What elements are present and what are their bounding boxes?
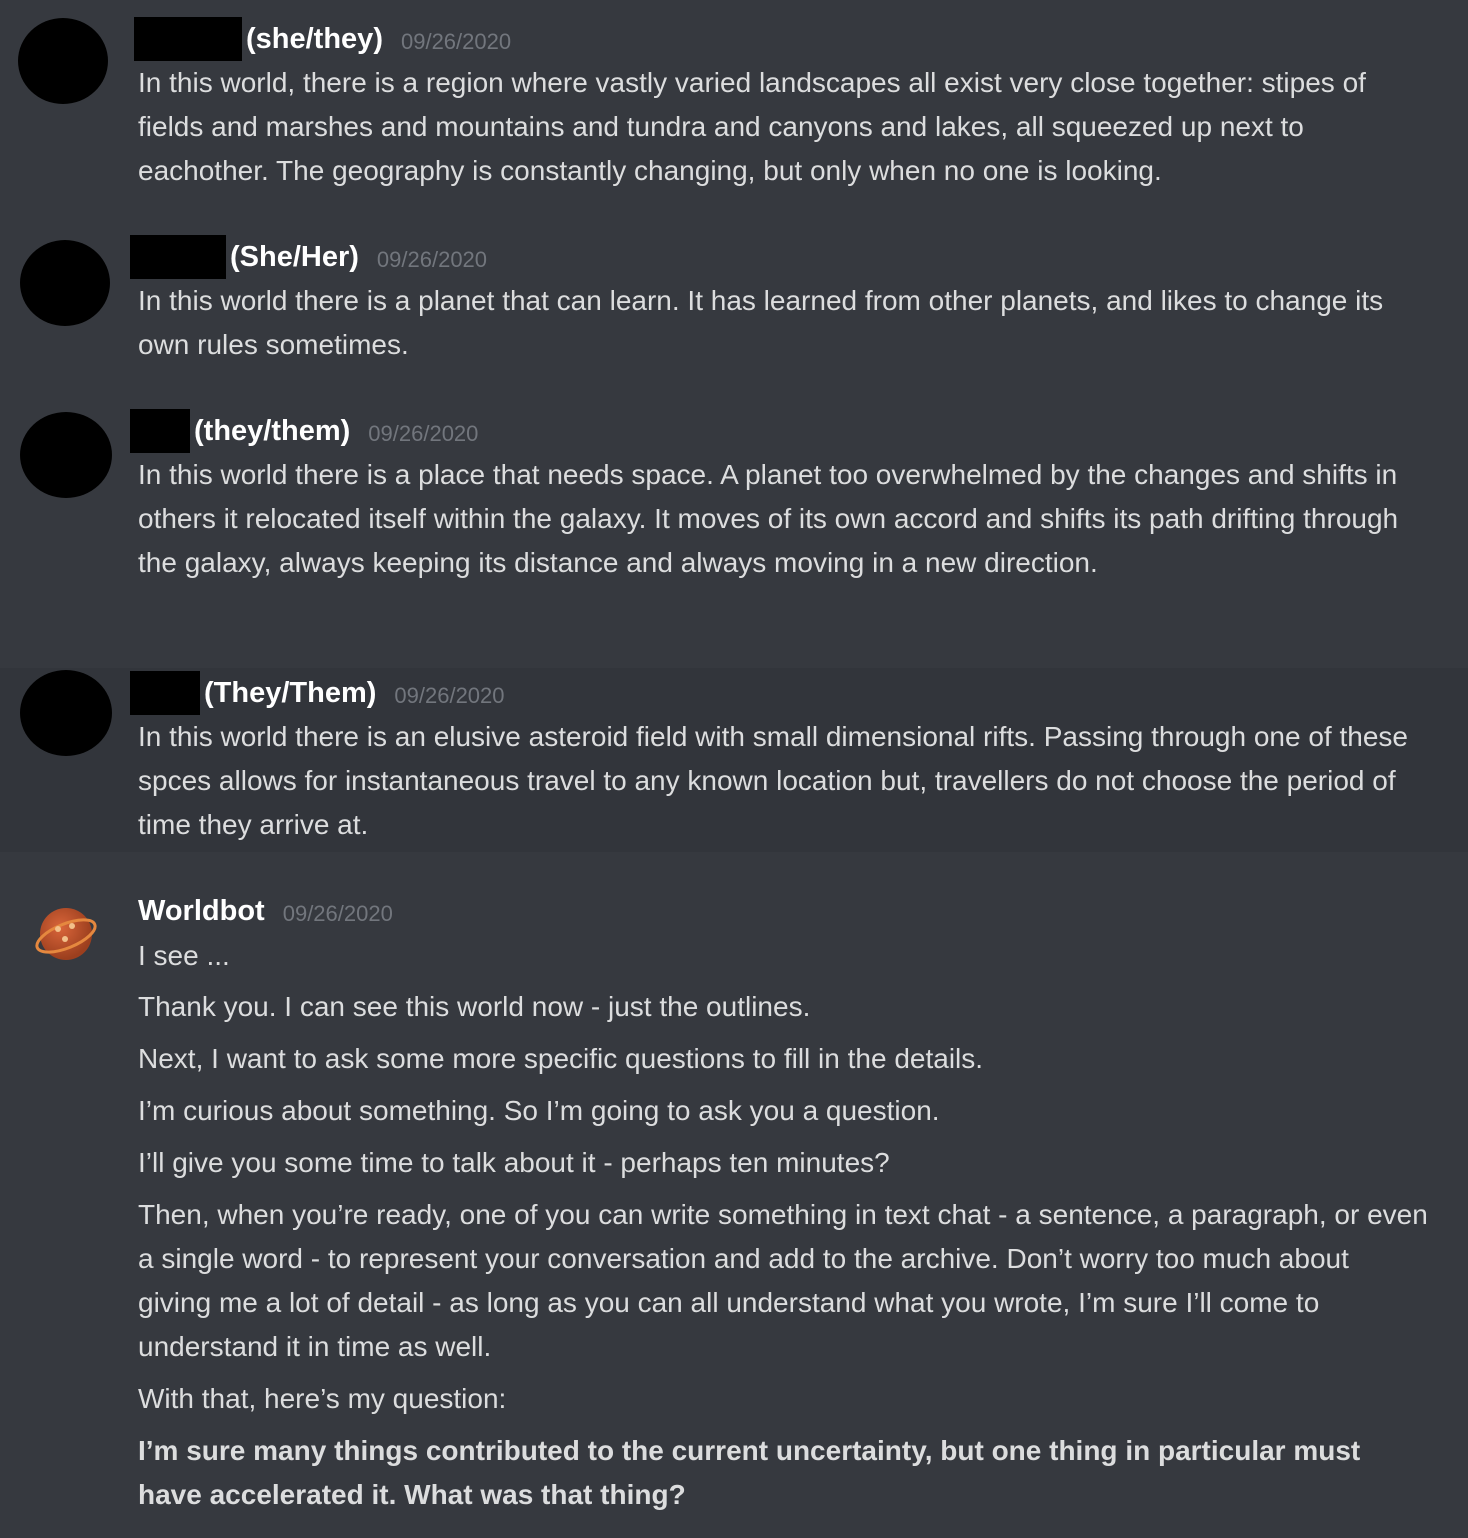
- message-content: In this world there is a planet that can learn. It has learned from other planets, and likes to change its own rules sometimes.: [138, 285, 1384, 360]
- avatar[interactable]: [18, 18, 108, 104]
- message-item: [0, 390, 1468, 668]
- message-header: [130, 235, 487, 279]
- redacted-username: [134, 17, 242, 61]
- bot-line: I see ...: [138, 940, 230, 971]
- author-name[interactable]: (they/them): [194, 414, 351, 447]
- bot-question: I’m sure many things contributed to the current uncertainty, but one thing in particular must have accelerated it. What was that thing?: [138, 1435, 1361, 1510]
- message-header: [134, 17, 511, 61]
- bot-line: I’ll give you some time to talk about it - perhaps ten minutes?: [138, 1147, 890, 1178]
- author-name[interactable]: (she/they): [246, 22, 383, 55]
- message-timestamp: 09/26/2020: [282, 901, 393, 926]
- avatar[interactable]: [20, 240, 110, 326]
- bot-line: Next, I want to ask some more specific questions to fill in the details.: [138, 1043, 984, 1074]
- message-item-hovered: [0, 668, 1468, 852]
- author-name[interactable]: (She/Her): [230, 240, 359, 273]
- avatar[interactable]: [20, 670, 112, 756]
- message-timestamp: 09/26/2020: [394, 683, 505, 708]
- author-name[interactable]: (They/Them): [204, 676, 377, 709]
- message-header: [130, 409, 478, 453]
- avatar[interactable]: [20, 412, 112, 498]
- message-timestamp: 09/26/2020: [368, 421, 479, 446]
- message-item: [0, 0, 1468, 210]
- bot-message-header: [138, 889, 393, 933]
- bot-line: Thank you. I can see this world now - just the outlines.: [138, 991, 811, 1022]
- message-content: In this world there is a place that needs space. A planet too overwhelmed by the changes and shifts in others it relocated itself within the galaxy. It moves of its own accord and shifts its path drifting through the galaxy, always keeping its distance and always moving in a new direction.: [138, 459, 1399, 578]
- message-header: [130, 671, 505, 715]
- bot-line: I’m curious about something. So I’m going to ask you a question.: [138, 1095, 940, 1126]
- bot-line: With that, here’s my question:: [138, 1383, 507, 1414]
- message-content: In this world, there is a region where vastly varied landscapes all exist very close together: stipes of fields and marshes and mountains and tundra and canyons and lakes, all squeezed up next to eachother. The geography is constantly changing, but only when no one is looking.: [138, 67, 1366, 186]
- message-item: [0, 210, 1468, 390]
- redacted-username: [130, 409, 190, 453]
- bot-paragraph: Then, when you’re ready, one of you can write something in text chat - a sentence, a paragraph, or even a single word - to represent your conversation and add to the archive. Don’t worry too much about giving me a lot of detail - as long as you can all understand what you wrote, I’m sure I’ll come to understand it in time as well.: [138, 1199, 1428, 1362]
- message-content: In this world there is an elusive asteroid field with small dimensional rifts. Passing through one of these spces allows for instantaneous travel to any known location but, travellers do not choose the period of time they arrive at.: [138, 721, 1408, 840]
- planet-icon[interactable]: [34, 902, 98, 966]
- redacted-username: [130, 235, 226, 279]
- message-timestamp: 09/26/2020: [376, 247, 488, 272]
- redacted-username: [130, 671, 200, 715]
- message-timestamp: 09/26/2020: [400, 29, 512, 54]
- bot-name[interactable]: Worldbot: [138, 894, 265, 927]
